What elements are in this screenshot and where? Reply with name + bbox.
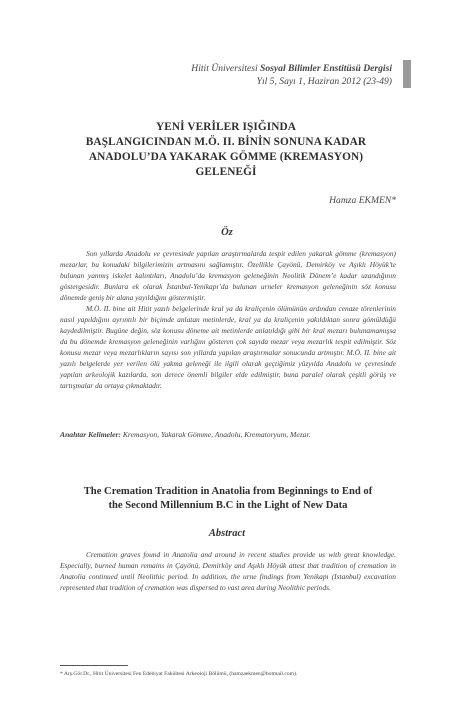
keywords <box>60 430 396 439</box>
header-side-bar <box>403 60 411 88</box>
title-line: GELENEĞİ <box>195 166 257 178</box>
journal-issue: Yıl 5, Sayı 1, Haziran 2012 (23-49) <box>256 76 392 87</box>
author-name: Hamza EKMEN* <box>329 195 396 206</box>
footnote-divider <box>60 665 128 666</box>
abstract-paragraph: Cremation graves found in Anatolia and around in recent studies provide us with great knowledge. Especially, burned human remains in Çayönü, Demirköy and Aşıklı Höyük attest that tradition of cremation in Anatolia continued until Neolithic period. In addition, the urne findings from Yenikapı (Istanbul) excavation represented that tradition of cremation was dispersed to vast area during Neolithic periods. <box>60 550 396 592</box>
title-line: the Second Millennium B.C in the Light of New Data <box>108 500 348 511</box>
journal-title: Sosyal Bilimler Enstitüsü Dergisi <box>260 63 392 74</box>
title-line: YENİ VERİLER IŞIĞINDA <box>155 121 296 133</box>
oz-paragraph: Son yıllarda Anadolu ve çevresinde yapılan araştırmalarda tespit edilen yakarak gömme (kremasyon) mezarlar, bu konudaki bilgilerimizin artmasını sağlamıştır. Özellikle Çayönü, Demirköy ve Aşıklı Höyük’te bulunan yanmış iskelet kalıntıları, Anadolu’da kremasyon geleneğinin Neolitik Dönem’e kadar uzandığının göstergesidir. Bunlara ek olarak İstanbul-Yenikapı’da bulunan urneler kremasyon geleneğinin söz konusu dönemde geniş bir alana yayıldığını göstermiştir. <box>60 249 396 302</box>
title-line: BAŞLANGICINDAN M.Ö. II. BİNİN SONUNA KADAR <box>85 136 367 148</box>
keywords-label: Anahtar Kelimeler: <box>60 430 121 439</box>
article-title-en <box>60 485 396 513</box>
oz-heading: Öz <box>221 227 233 238</box>
oz-paragraph: M.Ö. II. bine ait Hitit yazılı belgelerinde kral ya da kraliçenin ölümünün ardından cenaze törenlerinin nasıl yapıldığını ayrıntılı bir biçimde anlatan metinlerde, kral ya da kraliçenin yakıldıktan sonra gömüldüğü kaydedilmiştir. Bugüne değin, söz konusu döneme ait metinlerde anlatıldığı gibi bir kral mezarı bulunamamışsa da bu dönemde kremasyon geleneğinin varlığını gösteren çok sayıda mezar veya mezarlık tespit edilmiştir. Söz konusu mezar veya mezarlıkların sayısı son yıllarda yapılan araştırmalar sonucunda artmıştır. M.Ö. II. bine ait yazılı belgelerde yer verilen ölü yakma geleneği ile ilgili olarak geçtiğimiz yüzyılda Anadolu ve çevresinde yapılan arkeolojik kazılarda, son derece önemli bilgiler elde edilmiştir, buna paralel olarak çeşitli görüş ve tartışmalar da ortaya çıkmaktadır. <box>60 304 396 390</box>
title-line: The Cremation Tradition in Anatolia from Beginnings to End of <box>83 486 373 497</box>
footnote: * Arş.Gör.Dr., Hitit Üniversitesi Fen Edebiyat Fakültesi Arkeoloji Bölümü, (hamzaekmen@hotmail.com). <box>60 671 298 677</box>
article-title-tr <box>58 120 394 180</box>
journal-name-line <box>191 62 392 75</box>
abstract-heading: Abstract <box>208 528 246 539</box>
oz-body <box>60 248 396 391</box>
keywords-text: Kremasyon, Yakarak Gömme, Anadolu, Krematoryum, Mezar. <box>120 430 311 439</box>
journal-university: Hitit Üniversitesi <box>191 63 261 74</box>
journal-header <box>191 62 392 88</box>
abstract-body <box>60 549 396 593</box>
title-line: ANADOLU’DA YAKARAK GÖMME (KREMASYON) <box>88 151 364 163</box>
